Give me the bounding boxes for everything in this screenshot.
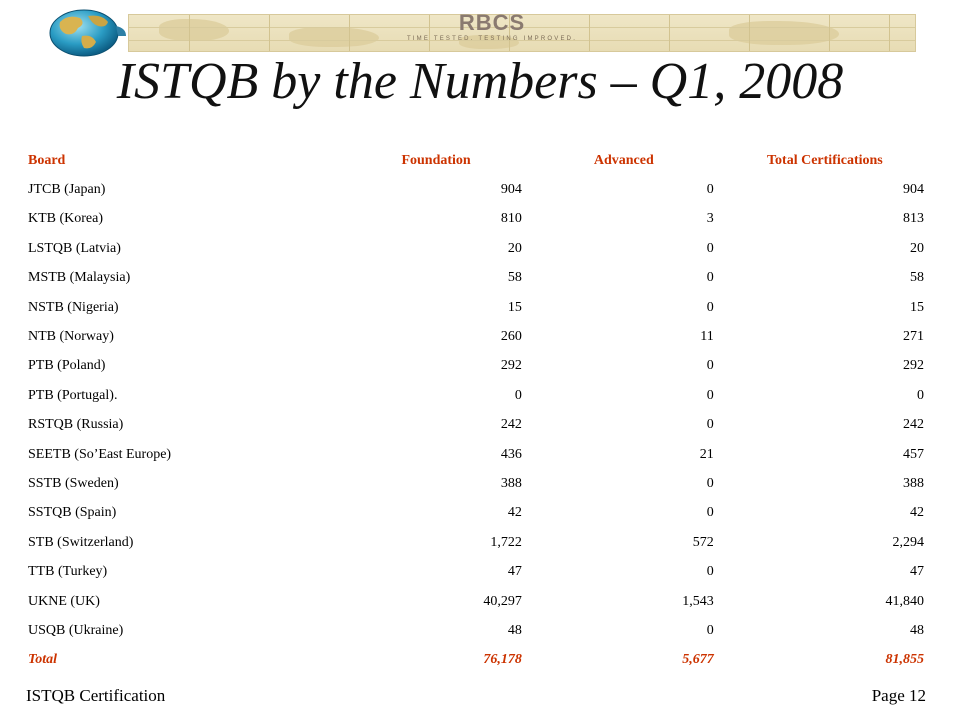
- table-row: [22, 234, 930, 263]
- column-header-board: Board: [28, 152, 66, 168]
- foundation-cell: 58: [507, 270, 522, 286]
- table-row: [22, 381, 930, 410]
- advanced-cell: 3: [706, 211, 714, 227]
- certifications-table: [22, 146, 930, 675]
- board-cell: USQB (Ukraine): [28, 622, 124, 638]
- table-row: [22, 557, 930, 586]
- table-row: [22, 616, 930, 645]
- board-cell: SSTB (Sweden): [28, 475, 119, 491]
- column-header-total: Total Certifications: [767, 152, 883, 168]
- advanced-cell: 0: [706, 387, 714, 403]
- foundation-cell: 15: [507, 299, 522, 315]
- advanced-cell: 0: [706, 358, 714, 374]
- total-cell: 20: [910, 240, 924, 256]
- table-row: [22, 352, 930, 381]
- foundation-cell: 260: [500, 329, 522, 345]
- foundation-cell: 242: [500, 417, 522, 433]
- advanced-cell: 11: [700, 329, 714, 345]
- foundation-cell: 904: [500, 182, 522, 198]
- total-cell: 58: [910, 270, 924, 286]
- table-row: [22, 499, 930, 528]
- total-cell: 41,840: [885, 593, 924, 609]
- board-cell: STB (Switzerland): [28, 534, 134, 550]
- advanced-cell: 0: [706, 417, 714, 433]
- board-cell: KTB (Korea): [28, 211, 104, 227]
- foundation-cell: 810: [500, 211, 522, 227]
- foundation-cell: 42: [507, 505, 522, 521]
- total-cell: 813: [903, 211, 924, 227]
- advanced-cell: 0: [706, 299, 714, 315]
- board-cell: NTB (Norway): [28, 329, 114, 345]
- table-row: [22, 264, 930, 293]
- total-cell: 48: [910, 622, 924, 638]
- foundation-cell: 292: [500, 358, 522, 374]
- advanced-cell: 0: [706, 240, 714, 256]
- table-row: [22, 440, 930, 469]
- advanced-cell: 0: [706, 622, 714, 638]
- board-cell: SSTQB (Spain): [28, 505, 117, 521]
- logo-main-text: RBCS: [458, 10, 526, 35]
- total-certifications: 81,855: [885, 652, 924, 668]
- total-cell: 0: [917, 387, 924, 403]
- board-cell: PTB (Portugal).: [28, 387, 118, 403]
- total-cell: 47: [910, 564, 924, 580]
- total-cell: 242: [903, 417, 924, 433]
- total-cell: 15: [910, 299, 924, 315]
- total-row: [22, 646, 930, 675]
- table-row: [22, 322, 930, 351]
- advanced-cell: 1,543: [682, 593, 714, 609]
- advanced-cell: 0: [706, 270, 714, 286]
- advanced-cell: 572: [692, 534, 714, 550]
- advanced-cell: 0: [706, 564, 714, 580]
- total-cell: 42: [910, 505, 924, 521]
- total-cell: 271: [903, 329, 924, 345]
- advanced-cell: 0: [706, 182, 714, 198]
- board-cell: NSTB (Nigeria): [28, 299, 119, 315]
- foundation-cell: 20: [507, 240, 522, 256]
- board-cell: TTB (Turkey): [28, 564, 108, 580]
- total-cell: 457: [903, 446, 924, 462]
- total-foundation: 76,178: [483, 652, 522, 668]
- total-cell: 292: [903, 358, 924, 374]
- table-row: [22, 205, 930, 234]
- column-header-advanced: Advanced: [593, 152, 654, 168]
- foundation-cell: 40,297: [483, 593, 522, 609]
- page-title: ISTQB by the Numbers – Q1, 2008: [116, 53, 844, 110]
- board-cell: MSTB (Malaysia): [28, 270, 131, 286]
- board-cell: RSTQB (Russia): [28, 417, 124, 433]
- foundation-cell: 1,722: [490, 534, 522, 550]
- board-cell: JTCB (Japan): [28, 182, 106, 198]
- logo-tagline: TIME TESTED. TESTING IMPROVED.: [406, 36, 578, 42]
- total-cell: 2,294: [892, 534, 924, 550]
- advanced-cell: 0: [706, 475, 714, 491]
- rbcs-logo: [406, 10, 578, 48]
- table-row: [22, 528, 930, 557]
- table-row: [22, 469, 930, 498]
- total-cell: 904: [903, 182, 924, 198]
- table-row: [22, 293, 930, 322]
- table-row: [22, 411, 930, 440]
- table-row: [22, 587, 930, 616]
- total-advanced: 5,677: [682, 652, 714, 668]
- foundation-cell: 48: [507, 622, 522, 638]
- advanced-cell: 21: [699, 446, 714, 462]
- board-cell: UKNE (UK): [28, 593, 100, 609]
- board-cell: LSTQB (Latvia): [28, 240, 121, 256]
- board-cell: PTB (Poland): [28, 358, 106, 374]
- total-cell: 388: [903, 475, 924, 491]
- foundation-cell: 436: [500, 446, 522, 462]
- board-cell: SEETB (So’East Europe): [28, 446, 172, 462]
- page-number: Page 12: [871, 686, 926, 705]
- table-header-row: [22, 146, 930, 175]
- column-header-foundation: Foundation: [401, 152, 471, 168]
- table-row: [22, 175, 930, 204]
- foundation-cell: 0: [514, 387, 522, 403]
- globe-icon: [46, 6, 130, 58]
- footer-title: ISTQB Certification: [26, 686, 166, 705]
- foundation-cell: 47: [507, 564, 522, 580]
- foundation-cell: 388: [500, 475, 522, 491]
- advanced-cell: 0: [706, 505, 714, 521]
- total-label: Total: [28, 652, 58, 668]
